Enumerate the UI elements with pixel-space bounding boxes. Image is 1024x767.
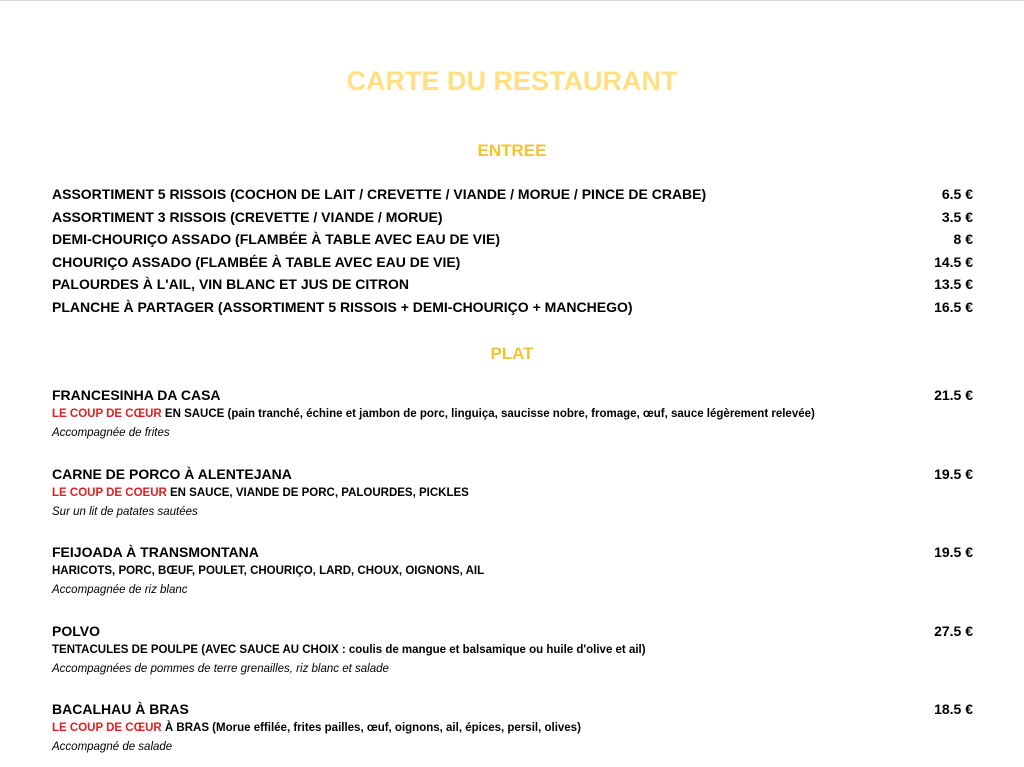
dish-side: Accompagnée de frites — [52, 427, 170, 439]
favorite-tag: LE COUP DE CŒUR — [52, 408, 162, 420]
favorite-tag: LE COUP DE CŒUR — [52, 722, 162, 734]
dish-name: BACALHAU À BRAS — [52, 701, 189, 717]
item-name: CHOURIÇO ASSADO (FLAMBÉE À TABLE AVEC EAU DE VIE) — [52, 254, 461, 270]
dish-description — [52, 487, 469, 499]
item-price: 13.5 € — [934, 276, 973, 292]
dish-description — [52, 722, 581, 734]
dish-side: Sur un lit de patates sautées — [52, 506, 198, 518]
dish-side: Accompagné de salade — [52, 741, 173, 753]
menu-item — [52, 254, 973, 274]
dish-side: Accompagnée de riz blanc — [52, 584, 188, 596]
dish-description — [52, 644, 646, 656]
item-price: 6.5 € — [941, 186, 973, 202]
dish-price: 19.5 € — [934, 466, 973, 482]
menu-item — [52, 299, 973, 319]
page-title: CARTE DU RESTAURANT — [346, 66, 678, 96]
dish-price: 19.5 € — [934, 544, 973, 560]
dish-details: TENTACULES DE POULPE (AVEC SAUCE AU CHOIX : coulis de mangue et balsamique ou huile d'olive et ail) — [52, 644, 646, 656]
menu-item — [52, 186, 973, 206]
dish-name: POLVO — [52, 623, 100, 639]
dish-price: 21.5 € — [934, 387, 973, 403]
item-name: ASSORTIMENT 5 RISSOIS (COCHON DE LAIT / CREVETTE / VIANDE / MORUE / PINCE DE CRABE) — [52, 186, 707, 202]
dish-name: FEIJOADA À TRANSMONTANA — [52, 544, 259, 560]
item-price: 3.5 € — [941, 209, 973, 225]
dish-description — [52, 408, 815, 420]
dish-details: EN SAUCE, VIANDE DE PORC, PALOURDES, PICKLES — [166, 487, 469, 499]
dish-details: À BRAS (Morue effilée, frites pailles, œuf, oignons, ail, épices, persil, olives) — [161, 722, 581, 734]
favorite-tag: LE COUP DE COEUR — [52, 487, 167, 499]
dish-details: EN SAUCE (pain tranché, échine et jambon de porc, linguiça, saucisse nobre, fromage, œuf, sauce légèrement relevée) — [161, 408, 815, 420]
dish-name: FRANCESINHA DA CASA — [52, 387, 221, 403]
section-heading-entree: ENTREE — [477, 141, 547, 160]
section-heading-plat: PLAT — [490, 344, 534, 363]
item-price: 14.5 € — [934, 254, 973, 270]
top-divider — [0, 0, 1024, 1]
item-name: DEMI-CHOURIÇO ASSADO (FLAMBÉE À TABLE AVEC EAU DE VIE) — [52, 231, 501, 247]
dish-description — [52, 565, 484, 577]
menu-item — [52, 231, 973, 251]
item-price: 8 € — [953, 231, 973, 247]
dish-name: CARNE DE PORCO À ALENTEJANA — [52, 466, 292, 482]
menu-item — [52, 276, 973, 296]
item-name: ASSORTIMENT 3 RISSOIS (CREVETTE / VIANDE / MORUE) — [52, 209, 443, 225]
menu-item — [52, 209, 973, 229]
item-name: PALOURDES À L'AIL, VIN BLANC ET JUS DE CITRON — [52, 276, 409, 292]
dish-price: 27.5 € — [934, 623, 973, 639]
dish-details: HARICOTS, PORC, BŒUF, POULET, CHOURIÇO, LARD, CHOUX, OIGNONS, AIL — [52, 565, 485, 577]
dish-side: Accompagnées de pommes de terre grenailles, riz blanc et salade — [52, 663, 389, 675]
dish-price: 18.5 € — [934, 701, 973, 717]
item-name: PLANCHE À PARTAGER (ASSORTIMENT 5 RISSOIS + DEMI-CHOURIÇO + MANCHEGO) — [52, 299, 633, 315]
item-price: 16.5 € — [934, 299, 973, 315]
